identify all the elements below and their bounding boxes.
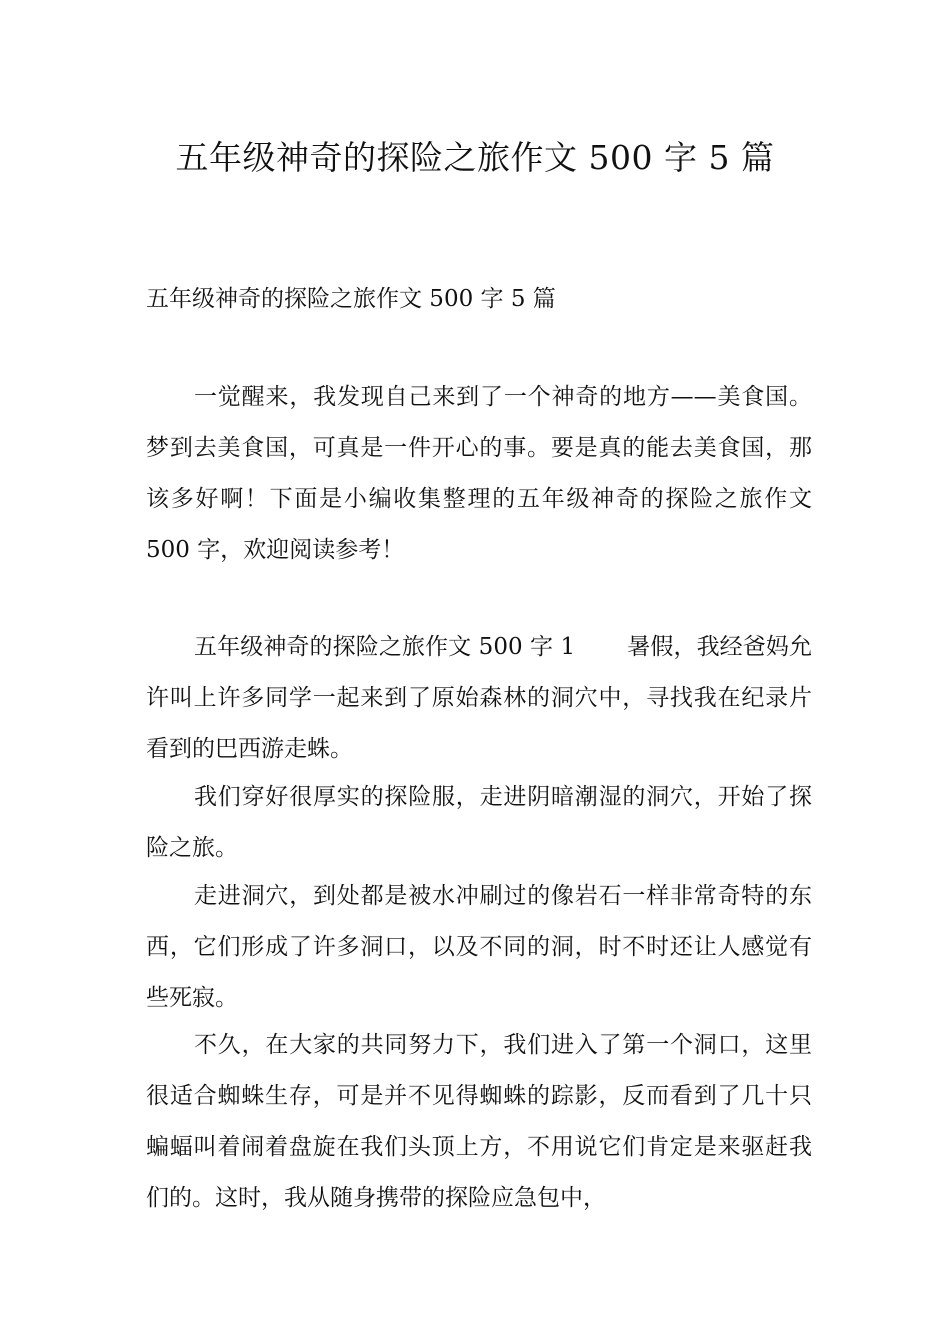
document-subtitle: 五年级神奇的探险之旅作文 500 字 5 篇 [146, 286, 556, 312]
essay1-first-paragraph [146, 622, 812, 775]
document-title: 五年级神奇的探险之旅作文 500 字 5 篇 [175, 138, 775, 177]
essay1-paragraph-1-text: 暑假，我经爸妈允许叫上许多同学一起来到了原始森林的洞穴中，寻找我在纪录片看到的巴西游走蛛。 [146, 634, 812, 762]
essay1-paragraph-3: 走进洞穴，到处都是被水冲刷过的像岩石一样非常奇特的东西，它们形成了许多洞口，以及不同的洞，时不时还让人感觉有些死寂。 [146, 883, 812, 1011]
essay1-paragraph-4: 不久，在大家的共同努力下，我们进入了第一个洞口，这里很适合蜘蛛生存，可是并不见得蜘蛛的踪影，反而看到了几十只蝙蝠叫着闹着盘旋在我们头顶上方，不用说它们肯定是来驱赶我们的。这时，我从随身携带的探险应急包中， [146, 1032, 812, 1211]
essay1-heading: 五年级神奇的探险之旅作文 500 字 1 [194, 634, 576, 660]
intro-paragraph: 一觉醒来，我发现自己来到了一个神奇的地方——美食国。梦到去美食国，可真是一件开心的事。要是真的能去美食国，那该多好啊！下面是小编收集整理的五年级神奇的探险之旅作文 500 字，欢迎阅读参考！ [146, 384, 812, 563]
essay1-paragraph-2: 我们穿好很厚实的探险服，走进阴暗潮湿的洞穴，开始了探险之旅。 [146, 784, 812, 861]
